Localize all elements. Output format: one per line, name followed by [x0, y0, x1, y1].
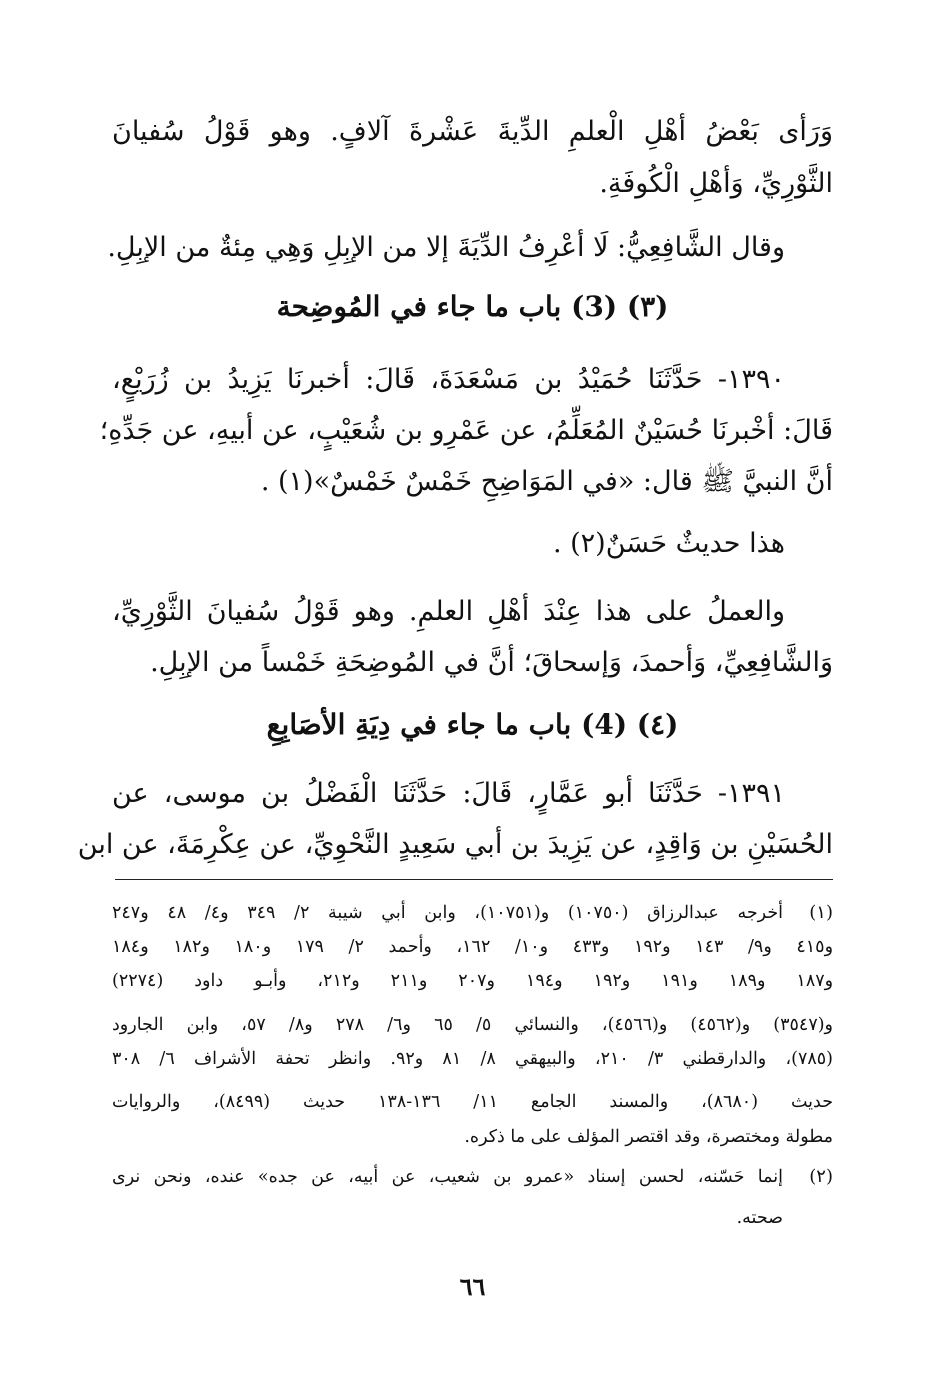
footnote-number: (١) — [809, 902, 833, 923]
hadith-line: أنَّ النبيَّ ﷺ قال: «في المَوَاضِحِ خَمْسٌ خَمْسٌ»(١) . — [260, 466, 833, 497]
paragraph-line: الثَّوْرِيِّ، وَأهْلِ الْكُوفَةِ. — [599, 168, 833, 199]
footnote-line: صحته. — [736, 1208, 783, 1228]
footnote-number: (٢) — [809, 1166, 833, 1187]
footnote-line: (٧٨٥)، والدارقطني ٣/ ٢١٠، والبيهقي ٨/ ٨١ و٩٢. وانظر تحفة الأشراف ٦/ ٣٠٨ — [112, 1049, 833, 1069]
paragraph-line: وقال الشَّافِعِيُّ: لَا أعْرِفُ الدِّيَةَ إلا من الإبِلِ وَهِي مِئةٌ من الإبِلِ. — [107, 232, 785, 263]
footnote-line: و١٨٧ و١٨٩ و١٩١ و١٩٢ و١٩٤ و٢٠٧ و٢١١ و٢١٢، وأبـو داود (٢٢٧٤) — [112, 971, 834, 991]
footnote-line: حديث (٨٦٨٠)، والمسند الجامع ١١/ ١٣٦-١٣٨ حديث (٨٤٩٩)، والروايات — [112, 1092, 834, 1112]
footnote-line: مطولة ومختصرة، وقد اقتصر المؤلف على ما ذكره. — [464, 1127, 833, 1147]
footnote-line: إنما حَسّنه، لحسن إسناد «عمرو بن شعيب، عن أبيه، عن جده» عنده، ونحن نرى — [112, 1167, 783, 1187]
footnote-line: و٤١٥ و٩/ ١٤٣ و١٩٢ و٤٣٣ و١٠/ ١٦٢، وأحمد ٢/ ١٧٩ و١٨٠ و١٨٢ و١٨٤ — [112, 937, 834, 957]
hadith-line: قَالَ: أخْبرنَا حُسَيْنٌ المُعَلِّمُ، عن عَمْرِو بن شُعَيْبٍ، عن أبيهِ، عن جَدِّهِ؛ — [99, 415, 833, 446]
paragraph-line: وَرَأى بَعْضُ أهْلِ الْعلمِ الدِّيةَ عَشْرةَ آلافٍ. وهو قَوْلُ سُفيانَ — [112, 116, 833, 147]
page-number: ٦٦ — [459, 1272, 486, 1301]
footnote-line: و(٣٥٤٧) و(٤٥٦٢) و(٤٥٦٦)، والنسائي ٥/ ٦٥ و٦/ ٢٧٨ و٨/ ٥٧، وابن الجارود — [112, 1015, 834, 1035]
hadith-line: الحُسَيْنِ بن وَاقِدٍ، عن يَزِيدَ بن أبي سَعِيدٍ النَّحْوِيِّ، عن عِكْرِمَةَ، عن ابن — [77, 829, 833, 860]
footnote-line: أخرجه عبدالرزاق (١٠٧٥٠) و(١٠٧٥١)، وابن أبي شيبة ٢/ ٣٤٩ و٤/ ٤٨ و٢٤٧ — [112, 903, 783, 923]
chapter-heading: (٣) (3) باب ما جاء في المُوضِحة — [276, 290, 669, 323]
paragraph-line: والعملُ على هذا عِنْدَ أهْلِ العلمِ. وهو قَوْلُ سُفيانَ الثَّوْرِيِّ، — [112, 596, 785, 627]
hadith-line: ١٣٩١- حَدَّثَنَا أبو عَمَّارٍ، قَالَ: حَدَّثَنَا الْفَضْلُ بن موسى، عن — [112, 778, 785, 809]
hadith-line: ١٣٩٠- حَدَّثَنَا حُمَيْدُ بن مَسْعَدَةَ، قَالَ: أخبرنَا يَزِيدُ بن زُرَيْعٍ، — [112, 364, 785, 395]
footnote-separator — [115, 879, 833, 880]
hadith-grade-line: هذا حديثٌ حَسَنٌ(٢) . — [552, 528, 785, 559]
chapter-heading: (٤) (4) باب ما جاء في دِيَةِ الأصَابِعِ — [266, 708, 679, 741]
paragraph-line: وَالشَّافِعِيِّ، وَأحمدَ، وَإسحاقَ؛ أنَّ في المُوضِحَةِ خَمْساً من الإبِلِ. — [150, 647, 833, 678]
